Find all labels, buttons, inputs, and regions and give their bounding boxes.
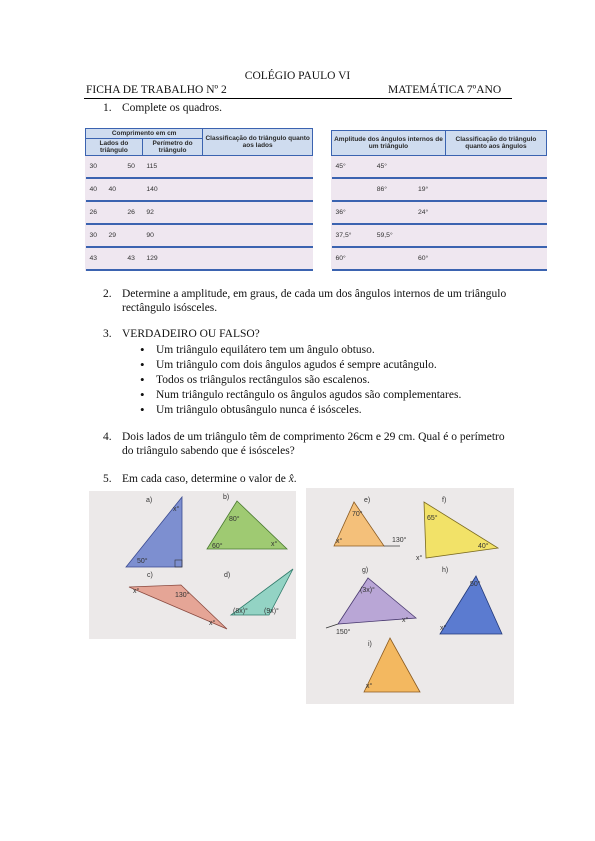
cell: 90 bbox=[142, 224, 202, 247]
list-item: • Num triângulo rectângulo os ângulos agudos são complementares. bbox=[140, 388, 461, 403]
angle-e1: 70° bbox=[352, 511, 363, 518]
question-2 bbox=[103, 287, 523, 317]
cell bbox=[445, 178, 546, 201]
cell: 45° bbox=[332, 156, 373, 179]
question-text: Complete os quadros. bbox=[122, 102, 222, 114]
triangle-i bbox=[364, 638, 420, 692]
angle-d2: (9x)° bbox=[264, 608, 279, 615]
label-c: c) bbox=[147, 572, 153, 579]
col-sides: Lados do triângulo bbox=[86, 139, 143, 156]
triangles-left-svg bbox=[89, 491, 296, 639]
cell: 36° bbox=[332, 201, 373, 224]
cell bbox=[203, 247, 313, 270]
table-row bbox=[86, 156, 313, 179]
cell: 86° bbox=[373, 178, 414, 201]
angle-g1: (3x)° bbox=[360, 587, 375, 594]
triangles-right-svg bbox=[306, 488, 514, 704]
question-text: Dois lados de um triângulo têm de comprimento 26cm e 29 cm. Qual é o perímetro do triângulo sabendo que é isósceles? bbox=[122, 431, 505, 457]
table-row bbox=[332, 224, 547, 247]
x-h: x° bbox=[440, 625, 447, 632]
table-angles bbox=[331, 130, 547, 269]
cell: 37,5° bbox=[332, 224, 373, 247]
cell: 60° bbox=[414, 247, 445, 270]
question-text-end: . bbox=[293, 473, 297, 485]
cell bbox=[373, 247, 414, 270]
angle-d1: (8x)° bbox=[233, 608, 248, 615]
figure-right bbox=[306, 488, 514, 704]
angle-b1: 80° bbox=[229, 516, 240, 523]
cell bbox=[104, 247, 123, 270]
angle-h: 50° bbox=[470, 581, 481, 588]
question-number: 2. bbox=[103, 288, 112, 300]
angle-c: 130° bbox=[175, 592, 190, 599]
label-b: b) bbox=[223, 494, 230, 501]
cell bbox=[104, 201, 123, 224]
cell: 43 bbox=[86, 247, 105, 270]
table-row bbox=[86, 201, 313, 224]
x-i: x° bbox=[366, 683, 373, 690]
cell bbox=[445, 156, 546, 179]
cell bbox=[445, 247, 546, 270]
figure-left bbox=[89, 491, 296, 639]
x-b: x° bbox=[271, 541, 278, 548]
cell bbox=[332, 178, 373, 201]
cell: 19° bbox=[414, 178, 445, 201]
col-class: Classificação do triângulo quanto aos lados bbox=[203, 129, 313, 156]
cell: 26 bbox=[123, 201, 142, 224]
label-g: g) bbox=[362, 567, 369, 574]
cell bbox=[203, 201, 313, 224]
cell: 40 bbox=[104, 178, 123, 201]
cell bbox=[414, 224, 445, 247]
cell bbox=[414, 156, 445, 179]
angle-e2: 130° bbox=[392, 537, 407, 544]
sheet-title: FICHA DE TRABALHO Nº 2 bbox=[86, 84, 227, 96]
cell: 50 bbox=[123, 156, 142, 179]
label-e: e) bbox=[364, 497, 371, 504]
angle-a: 50° bbox=[137, 558, 148, 565]
col-class: Classificação do triângulo quanto aos ângulos bbox=[445, 131, 546, 156]
label-d: d) bbox=[224, 572, 231, 579]
table-row bbox=[86, 224, 313, 247]
list-item: • Um triângulo obtusângulo nunca é isósceles. bbox=[140, 403, 461, 418]
angle-f1: 65° bbox=[427, 515, 438, 522]
question-number: 4. bbox=[103, 431, 112, 443]
question-number: 3. bbox=[103, 328, 112, 340]
x-e: x° bbox=[336, 538, 343, 545]
cell bbox=[445, 224, 546, 247]
label-h: h) bbox=[442, 567, 449, 574]
cell bbox=[203, 178, 313, 201]
cell: 40 bbox=[86, 178, 105, 201]
cell bbox=[123, 224, 142, 247]
question-text: VERDADEIRO OU FALSO? bbox=[122, 328, 260, 340]
question-text: Determine a amplitude, em graus, de cada um dos ângulos internos de um triângulo rectângulo isósceles. bbox=[122, 288, 507, 314]
question-text-main: Em cada caso, determine o valor de bbox=[122, 473, 286, 485]
label-i: i) bbox=[368, 641, 372, 648]
x-a: x° bbox=[173, 506, 180, 513]
school-name: COLÉGIO PAULO VI bbox=[244, 70, 351, 82]
angle-b2: 60° bbox=[212, 543, 223, 550]
angle-g2: 150° bbox=[336, 629, 351, 636]
cell: 59,5° bbox=[373, 224, 414, 247]
question-text bbox=[122, 472, 517, 486]
question-4 bbox=[103, 430, 523, 460]
cell bbox=[203, 224, 313, 247]
subject-title: MATEMÁTICA 7ºANO bbox=[388, 84, 502, 96]
cell: 129 bbox=[142, 247, 202, 270]
cell bbox=[203, 156, 313, 179]
label-f: f) bbox=[442, 497, 447, 504]
cell: 29 bbox=[104, 224, 123, 247]
extension-line bbox=[326, 624, 338, 628]
cell: 115 bbox=[142, 156, 202, 179]
x-g: x° bbox=[402, 617, 409, 624]
table-sides bbox=[85, 128, 313, 271]
cell: 26 bbox=[86, 201, 105, 224]
cell: 43 bbox=[123, 247, 142, 270]
x-c2: x° bbox=[209, 620, 216, 627]
col-angles: Amplitude dos ângulos internos de um triângulo bbox=[332, 131, 446, 156]
x-f: x° bbox=[416, 555, 423, 562]
header-rule bbox=[84, 98, 512, 99]
table-row bbox=[332, 247, 547, 270]
true-false-list bbox=[140, 343, 461, 418]
col-perimeter: Perímetro do triângulo bbox=[142, 139, 202, 156]
list-item: • Um triângulo com dois ângulos agudos é sempre acutângulo. bbox=[140, 358, 461, 373]
cell: 60° bbox=[332, 247, 373, 270]
cell bbox=[104, 156, 123, 179]
cell: 92 bbox=[142, 201, 202, 224]
cell: 24° bbox=[414, 201, 445, 224]
table-row bbox=[332, 201, 547, 224]
cell bbox=[445, 201, 546, 224]
group-header: Comprimento em cm bbox=[86, 129, 203, 139]
cell: 140 bbox=[142, 178, 202, 201]
label-a: a) bbox=[146, 497, 153, 504]
cell: 30 bbox=[86, 156, 105, 179]
cell: 30 bbox=[86, 224, 105, 247]
cell bbox=[123, 178, 142, 201]
list-item: • Um triângulo equilátero tem um ângulo obtuso. bbox=[140, 343, 461, 358]
table-row bbox=[86, 178, 313, 201]
question-number: 5. bbox=[103, 473, 112, 485]
x-c: x° bbox=[133, 588, 140, 595]
cell bbox=[373, 201, 414, 224]
table-row bbox=[86, 247, 313, 270]
table-row bbox=[332, 178, 547, 201]
question-number: 1. bbox=[103, 102, 112, 114]
angle-f2: 40° bbox=[478, 543, 489, 550]
cell: 45° bbox=[373, 156, 414, 179]
variable-x: x̂ bbox=[288, 473, 294, 485]
list-item: • Todos os triângulos rectângulos são escalenos. bbox=[140, 373, 461, 388]
table-row bbox=[332, 156, 547, 179]
